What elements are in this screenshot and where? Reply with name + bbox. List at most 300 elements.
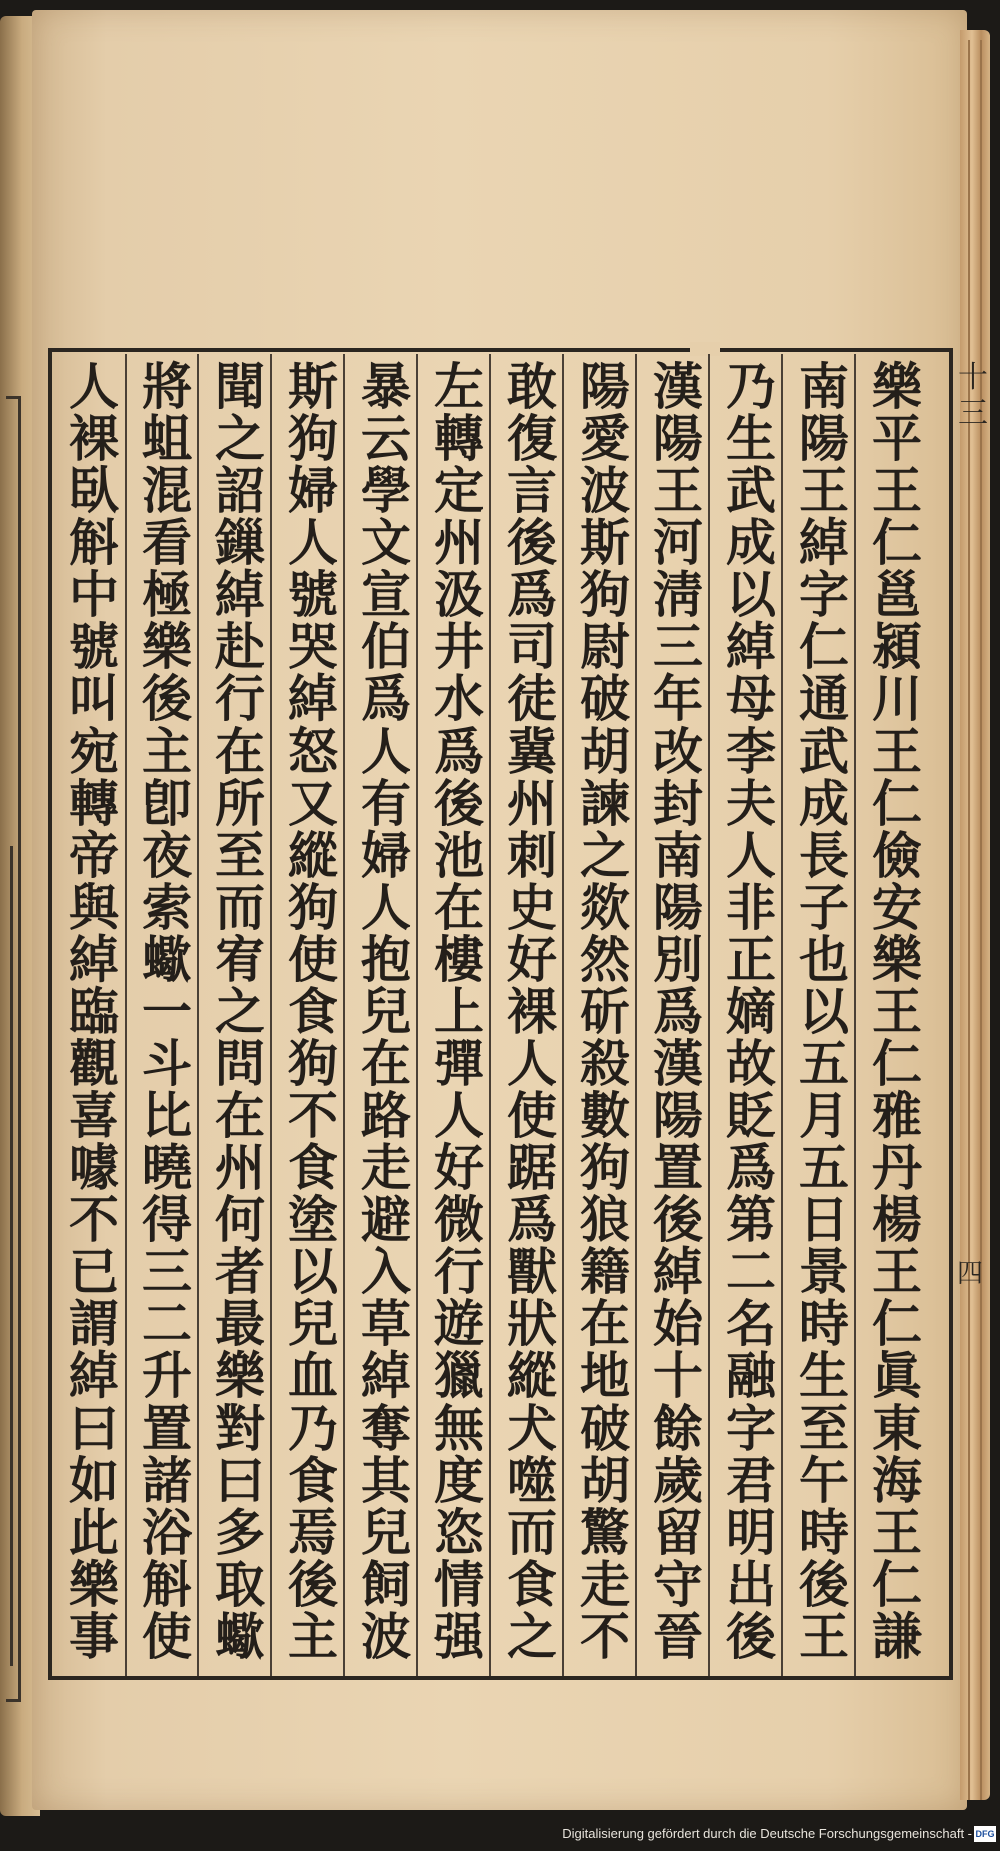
character: 宣 [361,565,411,625]
character: 主 [288,1606,338,1666]
character: 獸 [507,1242,557,1302]
character: 李 [726,721,776,781]
character: 爲 [653,981,703,1041]
character: 曰 [215,1450,265,1510]
character: 狀 [507,1294,557,1354]
character: 與 [69,877,119,937]
character: 樂 [872,357,922,416]
character: 陽 [799,409,849,469]
character: 成 [799,773,849,833]
character: 潁 [872,617,922,677]
character: 故 [726,1034,776,1094]
page-mark: 四 [956,1259,983,1289]
character: 此 [69,1502,119,1562]
character: 也 [799,929,849,989]
character: 極 [142,565,192,625]
left-page-border [10,846,21,1666]
character: 綽 [799,513,849,573]
character: 無 [434,1398,484,1458]
character: 王 [799,1606,849,1666]
character: 河 [653,513,703,573]
character: 食 [288,981,338,1041]
character: 時 [799,1502,849,1562]
character: 走 [580,1554,630,1614]
text-column [795,357,853,1666]
character: 母 [726,669,776,729]
character: 宛 [69,721,119,781]
character: 安 [872,877,922,937]
character: 不 [69,1190,119,1250]
character: 號 [288,565,338,625]
character: 樂 [872,929,922,989]
character: 以 [726,565,776,625]
character: 五 [799,1138,849,1198]
character: 以 [799,981,849,1041]
character: 殺 [580,1034,630,1094]
character: 帝 [69,825,119,885]
page-edge-stack [960,30,990,1800]
character: 謙 [872,1606,922,1666]
character: 字 [726,1398,776,1458]
character: 波 [361,1606,411,1666]
character: 一 [142,981,192,1041]
character: 學 [361,461,411,521]
page-edge-line [968,40,970,1800]
character: 楊 [872,1190,922,1250]
character: 川 [872,669,922,729]
character: 爲 [507,1190,557,1250]
character: 在 [215,1086,265,1146]
character: 兒 [361,981,411,1041]
character: 平 [872,409,922,469]
character: 取 [215,1554,265,1614]
character: 而 [215,877,265,937]
character: 後 [653,1190,703,1250]
character: 景 [799,1242,849,1302]
character: 眞 [872,1346,922,1406]
character: 塗 [288,1190,338,1250]
character: 至 [799,1398,849,1458]
character: 曉 [142,1138,192,1198]
character: 漢 [653,1034,703,1094]
character: 其 [361,1450,411,1510]
character: 時 [799,1294,849,1354]
character: 留 [653,1502,703,1562]
character: 爲 [361,669,411,729]
character: 斛 [142,1554,192,1614]
character: 十 [653,1346,703,1406]
character: 樂 [69,1554,119,1614]
character: 復 [507,409,557,469]
character: 婦 [288,461,338,521]
character: 後 [726,1606,776,1666]
page-edge-line [980,40,982,1800]
character: 置 [142,1398,192,1458]
character: 胡 [580,721,630,781]
character: 數 [580,1086,630,1146]
character: 喜 [69,1086,119,1146]
character: 生 [799,1346,849,1406]
character: 三 [958,396,988,431]
character: 綽 [215,565,265,625]
character: 正 [726,929,776,989]
character: 南 [653,825,703,885]
text-column [722,357,780,1666]
character: 之 [215,981,265,1041]
character: 仁 [872,773,922,833]
character: 驚 [580,1502,630,1562]
character: 鏁 [215,513,265,573]
character: 入 [361,1242,411,1302]
character: 王 [872,1242,922,1302]
character: 臥 [69,461,119,521]
character: 聞 [215,357,265,416]
character: 始 [653,1294,703,1354]
character: 仁 [872,1554,922,1614]
character: 而 [507,1502,557,1562]
character: 主 [142,721,192,781]
character: 爲 [726,1138,776,1198]
character: 月 [799,1086,849,1146]
character: 州 [215,1138,265,1198]
character: 貶 [726,1086,776,1146]
character: 將 [142,357,192,416]
character: 縱 [288,825,338,885]
character: 度 [434,1450,484,1510]
character: 三 [142,1242,192,1302]
character: 乃 [288,1398,338,1458]
character: 不 [580,1606,630,1666]
character: 又 [288,773,338,833]
character: 者 [215,1242,265,1302]
character: 蠍 [142,929,192,989]
character: 子 [799,877,849,937]
character: 州 [434,513,484,573]
character: 謂 [69,1294,119,1354]
character: 斫 [580,981,630,1041]
column-rule [781,354,783,1676]
character: 仁 [872,1034,922,1094]
character: 綽 [653,1242,703,1302]
character: 浴 [142,1502,192,1562]
character: 抱 [361,929,411,989]
character: 武 [726,461,776,521]
character: 走 [361,1138,411,1198]
character: 仁 [799,617,849,677]
character: 行 [215,669,265,729]
character: 通 [799,669,849,729]
character: 人 [726,825,776,885]
character: 得 [142,1190,192,1250]
character: 問 [215,1034,265,1094]
character: 陽 [653,409,703,469]
column-rule [343,354,345,1676]
character: 血 [288,1346,338,1406]
character: 陽 [653,877,703,937]
character: 樓 [434,929,484,989]
column-rule [854,354,856,1676]
character: 臨 [69,981,119,1041]
character: 有 [361,773,411,833]
character: 日 [799,1190,849,1250]
character: 兒 [361,1502,411,1562]
character: 生 [726,409,776,469]
character: 仁 [872,1294,922,1354]
character: 草 [361,1294,411,1354]
character: 以 [288,1242,338,1302]
column-rule [416,354,418,1676]
character: 狗 [288,1034,338,1094]
character: 樂 [215,1346,265,1406]
character: 人 [69,357,119,416]
character: 裸 [507,981,557,1041]
character: 歲 [653,1450,703,1510]
character: 定 [434,461,484,521]
character: 池 [434,825,484,885]
text-column [65,357,123,1666]
character: 破 [580,669,630,729]
character: 然 [580,929,630,989]
character: 東 [872,1398,922,1458]
character: 後 [799,1554,849,1614]
character: 狗 [580,565,630,625]
character: 所 [215,773,265,833]
character: 文 [361,513,411,573]
character: 在 [434,877,484,937]
character: 守 [653,1554,703,1614]
character: 王 [799,461,849,521]
character: 已 [69,1242,119,1302]
character: 蠍 [215,1606,265,1666]
character: 水 [434,669,484,729]
character: 陽 [580,357,630,416]
character: 徒 [507,669,557,729]
text-column [649,357,707,1666]
character: 上 [434,981,484,1041]
text-column [868,357,926,1666]
character: 第 [726,1190,776,1250]
text-column [284,357,342,1666]
character: 王 [872,721,922,781]
character: 武 [799,721,849,781]
character: 破 [580,1398,630,1458]
character: 後 [288,1554,338,1614]
character: 看 [142,513,192,573]
column-rule [125,354,127,1676]
character: 轉 [434,409,484,469]
character: 踞 [507,1138,557,1198]
page-number [955,360,991,432]
character: 卽 [142,773,192,833]
character: 井 [434,617,484,677]
character: 諸 [142,1450,192,1510]
character: 愛 [580,409,630,469]
character: 在 [215,721,265,781]
character: 十 [958,360,988,395]
character: 轉 [69,773,119,833]
character: 儉 [872,825,922,885]
column-rule [270,354,272,1676]
character: 綽 [69,929,119,989]
character: 置 [653,1138,703,1198]
text-column [357,357,415,1666]
character: 王 [872,1502,922,1562]
character: 雅 [872,1086,922,1146]
character: 好 [434,1138,484,1198]
character: 在 [580,1294,630,1354]
character: 曰 [69,1398,119,1458]
character: 路 [361,1086,411,1146]
character: 兒 [288,1294,338,1354]
character: 奪 [361,1398,411,1458]
character: 綽 [726,617,776,677]
column-rule [635,354,637,1676]
character: 避 [361,1190,411,1250]
character: 噬 [507,1450,557,1510]
dfg-logo: DFG [974,1826,996,1842]
character: 食 [507,1554,557,1614]
character: 籍 [580,1242,630,1302]
character: 使 [288,929,338,989]
character: 云 [361,409,411,469]
text-column [503,357,561,1666]
column-rule [562,354,564,1676]
character: 海 [872,1450,922,1510]
character: 人 [434,1086,484,1146]
character: 融 [726,1346,776,1406]
footer-bar [0,1820,1000,1851]
character: 升 [142,1346,192,1406]
character: 丹 [872,1138,922,1198]
character: 南 [799,357,849,416]
character: 名 [726,1294,776,1354]
character: 刺 [507,825,557,885]
character: 使 [142,1606,192,1666]
character: 索 [142,877,192,937]
character: 遊 [434,1294,484,1354]
character: 焉 [288,1502,338,1562]
character: 邕 [872,565,922,625]
character: 綽 [361,1346,411,1406]
character: 嫡 [726,981,776,1041]
character: 長 [799,825,849,885]
character: 爲 [507,565,557,625]
character: 仁 [872,513,922,573]
footer-credit: Digitalisierung gefördert durch die Deutsche Forschungsgemeinschaft - [562,1826,972,1841]
character: 出 [726,1554,776,1614]
character: 如 [69,1450,119,1510]
character: 婦 [361,825,411,885]
character: 在 [361,1034,411,1094]
character: 人 [361,877,411,937]
character: 成 [726,513,776,573]
character: 狼 [580,1190,630,1250]
character: 赴 [215,617,265,677]
character: 比 [142,1086,192,1146]
character: 夜 [142,825,192,885]
character: 微 [434,1190,484,1250]
character: 噱 [69,1138,119,1198]
character: 蛆 [142,409,192,469]
character: 字 [799,565,849,625]
column-rule [197,354,199,1676]
character: 諫 [580,773,630,833]
character: 後 [434,773,484,833]
character: 食 [288,1138,338,1198]
character: 綽 [69,1346,119,1406]
character: 之 [580,825,630,885]
character: 人 [361,721,411,781]
character: 行 [434,1242,484,1302]
character: 斗 [142,1034,192,1094]
character: 哭 [288,617,338,677]
character: 夫 [726,773,776,833]
character: 後 [142,669,192,729]
character: 州 [507,773,557,833]
character: 宥 [215,929,265,989]
character: 尉 [580,617,630,677]
character: 彈 [434,1034,484,1094]
text-column [576,357,634,1666]
character: 暴 [361,357,411,416]
character: 使 [507,1086,557,1146]
character: 二 [726,1242,776,1302]
character: 史 [507,877,557,937]
character: 斯 [580,513,630,573]
character: 叫 [69,669,119,729]
character: 中 [69,565,119,625]
character: 樂 [142,617,192,677]
character: 別 [653,929,703,989]
character: 詔 [215,461,265,521]
character: 三 [653,617,703,677]
character: 伯 [361,617,411,677]
character: 之 [215,409,265,469]
character: 五 [799,1034,849,1094]
character: 冀 [507,721,557,781]
character: 乃 [726,357,776,416]
character: 敢 [507,357,557,416]
character: 飼 [361,1554,411,1614]
character: 好 [507,929,557,989]
character: 人 [288,513,338,573]
character: 王 [653,461,703,521]
character: 觀 [69,1034,119,1094]
character: 情 [434,1554,484,1614]
character: 犬 [507,1398,557,1458]
text-column [430,357,488,1666]
character: 綽 [288,669,338,729]
character: 王 [872,981,922,1041]
column-rule [489,354,491,1676]
character: 地 [580,1346,630,1406]
character: 司 [507,617,557,677]
frame-gap [690,342,720,356]
character: 狗 [580,1138,630,1198]
text-column [211,357,269,1666]
character: 恣 [434,1502,484,1562]
character: 人 [507,1034,557,1094]
character: 明 [726,1502,776,1562]
text-column [138,357,196,1666]
character: 餘 [653,1398,703,1458]
character: 縱 [507,1346,557,1406]
character: 不 [288,1086,338,1146]
character: 君 [726,1450,776,1510]
character: 對 [215,1398,265,1458]
character: 年 [653,669,703,729]
character: 食 [288,1450,338,1510]
